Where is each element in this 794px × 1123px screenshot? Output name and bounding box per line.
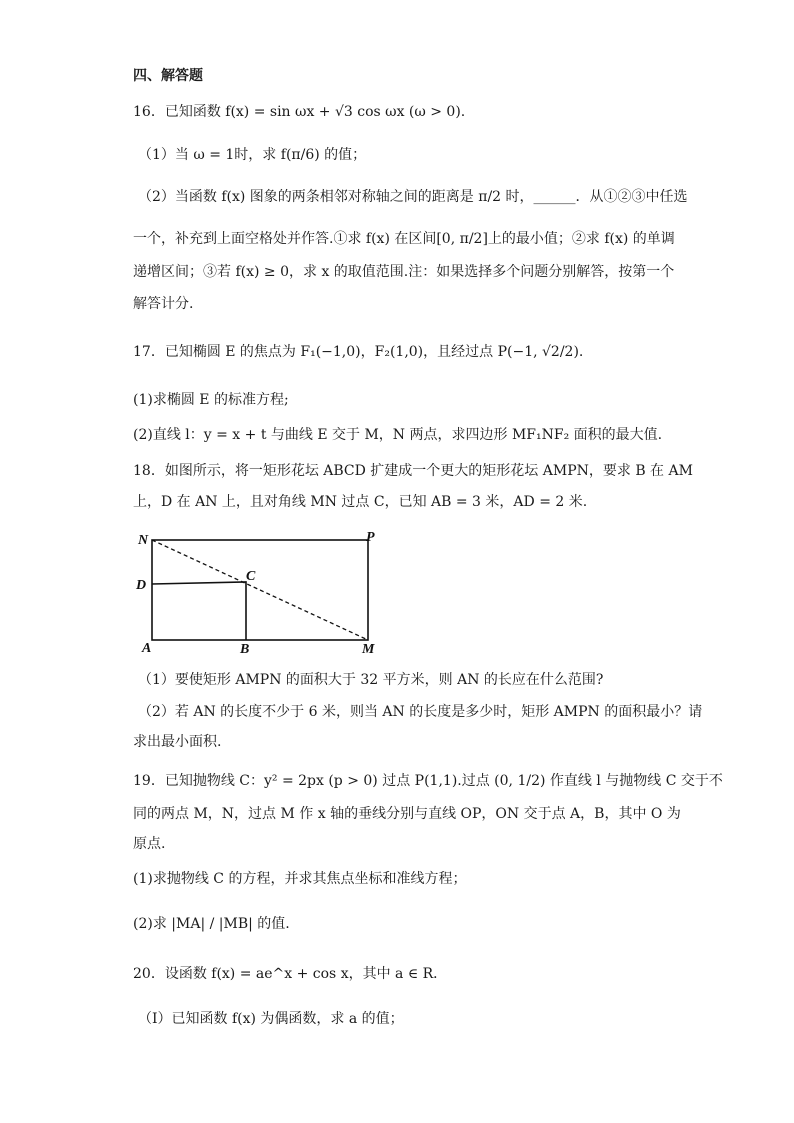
rectangle-garden-diagram <box>130 528 390 658</box>
label-B: B <box>240 642 250 657</box>
q16-part2-line3: 递增区间；③若 f(x) ≥ 0，求 x 的取值范围.注：如果选择多个问题分别解答，按第一个 <box>133 264 675 280</box>
q17-part2: (2)直线 l：y = x + t 与曲线 E 交于 M，N 两点，求四边形 MF₁NF₂ 面积的最大值. <box>133 427 663 443</box>
label-D: D <box>136 578 147 593</box>
q19-stem-line3: 原点. <box>133 836 166 852</box>
q19-part1: (1)求抛物线 C 的方程，并求其焦点坐标和准线方程； <box>133 871 467 887</box>
section-heading: 四、解答题 <box>133 68 203 84</box>
q17-part1: (1)求椭圆 E 的标准方程; <box>133 392 289 408</box>
q20-stem: 20．设函数 f(x) = ae^x + cos x，其中 a ∈ R． <box>133 966 448 982</box>
q19-stem-line2: 同的两点 M，N，过点 M 作 x 轴的垂线分别与直线 OP，ON 交于点 A，B，其中 O 为 <box>133 806 681 822</box>
label-C: C <box>246 569 256 584</box>
label-N: N <box>138 533 149 548</box>
q18-part2-line1: （2）若 AN 的长度不少于 6 米，则当 AN 的长度是多少时，矩形 AMPN 的面积最小？请 <box>138 704 703 720</box>
q18-stem-line2: 上，D 在 AN 上，且对角线 MN 过点 C，已知 AB = 3 米，AD = 2 米. <box>133 494 588 510</box>
q16-part2-line1: （2）当函数 f(x) 图象的两条相邻对称轴之间的距离是 π/2 时，______．从①②③中任选 <box>138 189 688 205</box>
q20-part1: （Ⅰ）已知函数 f(x) 为偶函数，求 a 的值； <box>138 1011 404 1027</box>
q16-part1: （1）当 ω = 1时，求 f(π/6) 的值； <box>138 147 367 163</box>
q18-stem-line1: 18．如图所示，将一矩形花坛 ABCD 扩建成一个更大的矩形花坛 AMPN，要求 B 在 AM <box>133 463 693 479</box>
q19-part2: (2)求 |MA| / |MB| 的值. <box>133 916 290 932</box>
q18-part1: （1）要使矩形 AMPN 的面积大于 32 平方米，则 AN 的长应在什么范围? <box>138 672 604 688</box>
q17-stem: 17．已知椭圆 E 的焦点为 F₁(−1,0)，F₂(1,0)，且经过点 P(−1, √2/2). <box>133 344 584 360</box>
rect-ABCD <box>152 582 246 640</box>
q16-stem: 16．已知函数 f(x) = sin ωx + √3 cos ωx (ω > 0). <box>133 104 466 120</box>
diagonal-NM <box>152 540 368 640</box>
q16-part2-line4: 解答计分. <box>133 296 194 312</box>
q19-stem-line1: 19．已知抛物线 C：y² = 2px (p > 0) 过点 P(1,1).过点 (0, 1/2) 作直线 l 与抛物线 C 交于不 <box>133 773 723 789</box>
q16-part2-line2: 一个，补充到上面空格处并作答.①求 f(x) 在区间[0, π/2]上的最小值；②求 f(x) 的单调 <box>133 231 675 247</box>
label-M: M <box>362 642 375 657</box>
q18-part2-line2: 求出最小面积. <box>133 734 222 750</box>
label-A: A <box>142 641 152 656</box>
label-P: P <box>366 530 375 545</box>
